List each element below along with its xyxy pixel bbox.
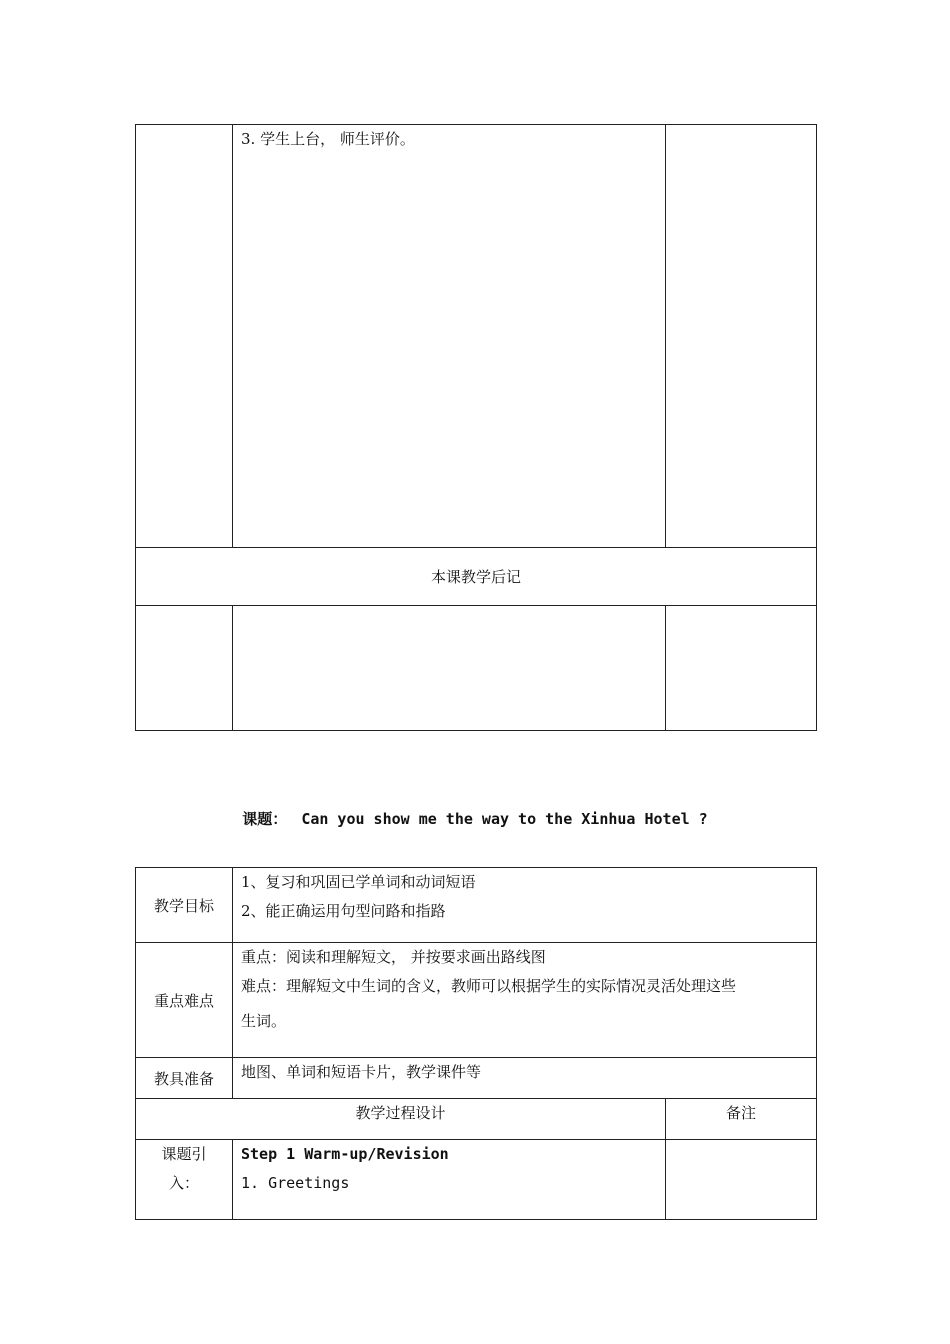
lesson-plan-table [135,867,817,1220]
lesson-title-label: 课题： [242,810,288,828]
remarks-header: 备注 [666,1099,817,1140]
goal-line: 2、能正确运用句型问路和指路 [241,902,446,920]
remarks-cell-empty [666,125,817,548]
step-item: 1. Greetings [241,1174,350,1192]
key-line: 重点：阅读和理解短文， 并按要求画出路线图 [241,948,546,966]
content-cell [233,125,666,548]
intro-content [233,1140,666,1220]
key-content [233,943,817,1058]
intro-label-line: 课题引 [161,1145,207,1163]
process-header: 教学过程设计 [136,1099,666,1140]
intro-label [136,1140,233,1220]
lesson-title [0,808,950,830]
tools-text: 地图、单词和短语卡片，教学课件等 [241,1063,482,1081]
lesson-title-text: Can you show me the way to the Xinhua Hotel ? [301,810,708,828]
key-line: 难点：理解短文中生词的含义，教师可以根据学生的实际情况灵活处理这些 [241,977,737,995]
tools-label: 教具准备 [136,1058,233,1099]
reflection-remarks-empty [666,606,817,731]
reflection-content-empty [233,606,666,731]
lesson-table-continued [135,124,817,731]
goal-line: 1、复习和巩固已学单词和动词短语 [241,873,476,891]
reflection-header: 本课教学后记 [136,548,817,606]
goal-label: 教学目标 [136,868,233,943]
intro-label-line: 入： [168,1174,199,1192]
intro-remarks-empty [666,1140,817,1220]
step-text: 3. 学生上台， 师生评价。 [241,130,415,148]
label-cell-empty [136,125,233,548]
goal-content [233,868,817,943]
step-title: Step 1 Warm-up/Revision [241,1145,449,1163]
tools-content [233,1058,817,1099]
key-line: 生词。 [241,1012,287,1030]
key-label: 重点难点 [136,943,233,1058]
reflection-label-empty [136,606,233,731]
